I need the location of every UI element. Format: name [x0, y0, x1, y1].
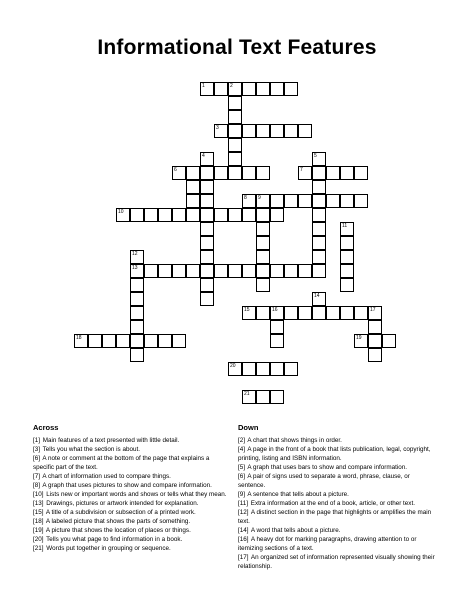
- grid-cell[interactable]: [144, 208, 158, 222]
- grid-cell[interactable]: [340, 264, 354, 278]
- grid-cell[interactable]: [186, 180, 200, 194]
- grid-clue-number: 17: [370, 307, 376, 313]
- grid-cell[interactable]: [228, 264, 242, 278]
- grid-cell[interactable]: [242, 208, 256, 222]
- grid-clue-number: 11: [342, 223, 348, 229]
- grid-cell[interactable]: [144, 334, 158, 348]
- grid-cell[interactable]: [312, 208, 326, 222]
- grid-cell[interactable]: [312, 180, 326, 194]
- grid-cell[interactable]: [130, 278, 144, 292]
- grid-cell[interactable]: [312, 236, 326, 250]
- grid-cell[interactable]: [242, 264, 256, 278]
- down-clue: [238, 553, 436, 571]
- grid-cell[interactable]: [242, 166, 256, 180]
- grid-clue-number: 3: [216, 125, 219, 131]
- grid-clue-number: 13: [132, 265, 138, 271]
- grid-cell[interactable]: [284, 124, 298, 138]
- grid-cell[interactable]: [228, 124, 242, 138]
- across-clue: [33, 526, 231, 535]
- clue-text: A pair of signs used to separate a word, phrase, clause, or sentence.: [238, 473, 410, 489]
- grid-clue-number: 18: [76, 335, 82, 341]
- grid-cell[interactable]: [312, 166, 326, 180]
- grid-cell[interactable]: [186, 208, 200, 222]
- grid-clue-number: 5: [314, 153, 317, 159]
- clue-text: A distinct section in the page that highlights or amplifies the main text.: [238, 509, 432, 525]
- grid-cell[interactable]: [228, 152, 242, 166]
- grid-cell[interactable]: [130, 348, 144, 362]
- grid-cell[interactable]: [214, 166, 228, 180]
- grid-cell[interactable]: [228, 138, 242, 152]
- clue-number: [1]: [33, 437, 41, 444]
- grid-clue-number: 14: [314, 293, 320, 299]
- clue-text: Main features of a text presented with little detail.: [41, 437, 180, 444]
- across-clue-list: [33, 436, 231, 553]
- clue-number: [6]: [238, 473, 246, 480]
- down-clue: [238, 508, 436, 526]
- grid-clue-number: 9: [258, 195, 261, 201]
- clue-text: A page in the front of a book that lists publication, legal, copyright, printing, listing and ISBN information.: [238, 446, 431, 462]
- grid-cell[interactable]: [368, 334, 382, 348]
- grid-cell[interactable]: [256, 250, 270, 264]
- grid-cell[interactable]: [270, 390, 284, 404]
- grid-cell[interactable]: [214, 82, 228, 96]
- grid-cell[interactable]: [312, 264, 326, 278]
- across-clue: [33, 445, 231, 454]
- clue-number: [12]: [238, 509, 249, 516]
- clue-number: [14]: [238, 527, 249, 534]
- across-clue: [33, 544, 231, 553]
- down-clue: [238, 535, 436, 553]
- grid-clue-number: 15: [244, 307, 250, 313]
- grid-cell[interactable]: [354, 306, 368, 320]
- clue-text: A sentence that tells about a picture.: [246, 491, 349, 498]
- grid-cell[interactable]: [88, 334, 102, 348]
- clue-number: [9]: [238, 491, 246, 498]
- grid-cell[interactable]: [284, 264, 298, 278]
- clue-text: A chart of information used to compare things.: [41, 473, 171, 480]
- grid-cell[interactable]: [256, 82, 270, 96]
- clue-text: An organized set of information represented visually showing their relationship.: [238, 554, 435, 570]
- across-clue: [33, 436, 231, 445]
- grid-cell[interactable]: [354, 166, 368, 180]
- down-clue: [238, 472, 436, 490]
- grid-clue-number: 8: [244, 195, 247, 201]
- grid-cell[interactable]: [284, 82, 298, 96]
- grid-cell[interactable]: [200, 292, 214, 306]
- grid-cell[interactable]: [200, 278, 214, 292]
- clue-number: [4]: [238, 446, 246, 453]
- grid-cell[interactable]: [312, 222, 326, 236]
- grid-cell[interactable]: [130, 292, 144, 306]
- grid-cell[interactable]: [270, 320, 284, 334]
- grid-cell[interactable]: [116, 334, 130, 348]
- grid-cell[interactable]: [200, 250, 214, 264]
- grid-cell[interactable]: [172, 334, 186, 348]
- grid-cell[interactable]: [382, 334, 396, 348]
- clue-text: A note or comment at the bottom of the page that explains a specific part of the text.: [33, 455, 210, 471]
- grid-cell[interactable]: [200, 180, 214, 194]
- grid-cell[interactable]: [144, 264, 158, 278]
- grid-cell[interactable]: [270, 82, 284, 96]
- grid-cell[interactable]: [200, 166, 214, 180]
- grid-cell[interactable]: [284, 306, 298, 320]
- across-clue: [33, 454, 231, 472]
- grid-cell[interactable]: [256, 362, 270, 376]
- grid-cell[interactable]: [270, 334, 284, 348]
- grid-cell[interactable]: [340, 278, 354, 292]
- grid-cell[interactable]: [200, 236, 214, 250]
- grid-cell[interactable]: [312, 306, 326, 320]
- grid-cell[interactable]: [158, 208, 172, 222]
- clue-text: Extra information at the end of a book, article, or other text.: [249, 500, 415, 507]
- clue-number: [18]: [33, 518, 44, 525]
- clue-text: Words put together in grouping or sequence.: [44, 545, 171, 552]
- across-clue: [33, 535, 231, 544]
- grid-clue-number: 7: [300, 167, 303, 173]
- grid-cell[interactable]: [242, 124, 256, 138]
- clue-text: A chart that shows things in order.: [246, 437, 342, 444]
- grid-cell[interactable]: [340, 236, 354, 250]
- grid-clue-number: 10: [118, 209, 124, 215]
- grid-cell[interactable]: [270, 362, 284, 376]
- clue-number: [3]: [33, 446, 41, 453]
- grid-cell[interactable]: [200, 194, 214, 208]
- grid-cell[interactable]: [172, 208, 186, 222]
- grid-cell[interactable]: [326, 306, 340, 320]
- clue-number: [11]: [238, 500, 249, 507]
- clue-text: A picture that shows the location of places or things.: [44, 527, 191, 534]
- clue-number: [10]: [33, 491, 44, 498]
- grid-clue-number: 19: [356, 335, 362, 341]
- grid-cell[interactable]: [298, 306, 312, 320]
- across-heading: Across: [33, 423, 59, 432]
- across-clue: [33, 517, 231, 526]
- grid-cell[interactable]: [298, 194, 312, 208]
- down-clue-list: [238, 436, 436, 571]
- grid-cell[interactable]: [256, 124, 270, 138]
- grid-cell[interactable]: [228, 110, 242, 124]
- grid-cell[interactable]: [340, 194, 354, 208]
- grid-cell[interactable]: [256, 222, 270, 236]
- grid-clue-number: 16: [272, 307, 278, 313]
- grid-clue-number: 6: [174, 167, 177, 173]
- clue-number: [5]: [238, 464, 246, 471]
- grid-cell[interactable]: [186, 194, 200, 208]
- down-clue: [238, 490, 436, 499]
- down-clue: [238, 499, 436, 508]
- grid-cell[interactable]: [270, 208, 284, 222]
- clue-number: [19]: [33, 527, 44, 534]
- clue-number: [2]: [238, 437, 246, 444]
- clue-text: Tells you what page to find information in a book.: [44, 536, 183, 543]
- grid-cell[interactable]: [270, 124, 284, 138]
- clue-text: A graph that uses pictures to show and compare information.: [41, 482, 212, 489]
- grid-cell[interactable]: [130, 208, 144, 222]
- clue-number: [15]: [33, 509, 44, 516]
- grid-cell[interactable]: [256, 208, 270, 222]
- grid-cell[interactable]: [130, 320, 144, 334]
- clue-number: [21]: [33, 545, 44, 552]
- grid-clue-number: 2: [230, 83, 233, 89]
- clue-text: A title of a subdivision or subsection of a printed work.: [44, 509, 196, 516]
- grid-cell[interactable]: [158, 334, 172, 348]
- grid-clue-number: 12: [132, 251, 138, 257]
- grid-cell[interactable]: [200, 222, 214, 236]
- across-clue: [33, 490, 231, 499]
- clue-text: A heavy dot for marking paragraphs, drawing attention to or itemizing sections of a text.: [238, 536, 417, 552]
- grid-cell[interactable]: [256, 390, 270, 404]
- grid-cell[interactable]: [214, 264, 228, 278]
- grid-cell[interactable]: [256, 166, 270, 180]
- grid-cell[interactable]: [200, 208, 214, 222]
- clue-number: [17]: [238, 554, 249, 561]
- down-heading: Down: [238, 423, 259, 432]
- grid-cell[interactable]: [368, 348, 382, 362]
- clue-number: [13]: [33, 500, 44, 507]
- grid-cell[interactable]: [158, 264, 172, 278]
- grid-cell[interactable]: [256, 306, 270, 320]
- grid-cell[interactable]: [228, 96, 242, 110]
- grid-cell[interactable]: [214, 208, 228, 222]
- grid-cell[interactable]: [130, 334, 144, 348]
- grid-clue-number: 21: [244, 391, 250, 397]
- grid-cell[interactable]: [354, 194, 368, 208]
- across-clue: [33, 499, 231, 508]
- grid-cell[interactable]: [284, 362, 298, 376]
- grid-cell[interactable]: [200, 264, 214, 278]
- grid-cell[interactable]: [340, 250, 354, 264]
- grid-cell[interactable]: [270, 264, 284, 278]
- grid-clue-number: 4: [202, 153, 205, 159]
- grid-cell[interactable]: [270, 194, 284, 208]
- grid-cell[interactable]: [256, 264, 270, 278]
- grid-cell[interactable]: [130, 306, 144, 320]
- grid-cell[interactable]: [242, 82, 256, 96]
- grid-cell[interactable]: [186, 264, 200, 278]
- clue-text: Drawings, pictures or artwork intended for explanation.: [44, 500, 199, 507]
- clue-number: [16]: [238, 536, 249, 543]
- clue-number: [20]: [33, 536, 44, 543]
- grid-cell[interactable]: [312, 194, 326, 208]
- clue-number: [6]: [33, 455, 41, 462]
- down-clue: [238, 463, 436, 472]
- grid-cell[interactable]: [228, 166, 242, 180]
- across-clue: [33, 472, 231, 481]
- clue-text: A labeled picture that shows the parts of something.: [44, 518, 191, 525]
- grid-clue-number: 1: [202, 83, 205, 89]
- grid-cell[interactable]: [284, 194, 298, 208]
- grid-cell[interactable]: [368, 320, 382, 334]
- grid-cell[interactable]: [172, 264, 186, 278]
- across-clue: [33, 481, 231, 490]
- grid-cell[interactable]: [326, 194, 340, 208]
- down-clue: [238, 526, 436, 535]
- clue-number: [7]: [33, 473, 41, 480]
- clue-text: A word that tells about a picture.: [249, 527, 341, 534]
- clue-number: [8]: [33, 482, 41, 489]
- down-clue: [238, 445, 436, 463]
- grid-cell[interactable]: [256, 236, 270, 250]
- grid-cell[interactable]: [340, 166, 354, 180]
- clue-text: Tells you what the section is about.: [41, 446, 140, 453]
- grid-cell[interactable]: [340, 306, 354, 320]
- grid-cell[interactable]: [326, 166, 340, 180]
- grid-cell[interactable]: [256, 278, 270, 292]
- grid-cell[interactable]: [102, 334, 116, 348]
- down-clue: [238, 436, 436, 445]
- grid-clue-number: 20: [230, 363, 236, 369]
- across-clue: [33, 508, 231, 517]
- grid-cell[interactable]: [228, 208, 242, 222]
- grid-cell[interactable]: [298, 124, 312, 138]
- grid-cell[interactable]: [242, 362, 256, 376]
- clue-text: A graph that uses bars to show and compare information.: [246, 464, 408, 471]
- grid-cell[interactable]: [298, 264, 312, 278]
- grid-cell[interactable]: [312, 250, 326, 264]
- puzzle-title: Informational Text Features: [97, 36, 377, 59]
- clue-text: Lists new or important words and shows or tells what they mean.: [44, 491, 227, 498]
- grid-cell[interactable]: [186, 166, 200, 180]
